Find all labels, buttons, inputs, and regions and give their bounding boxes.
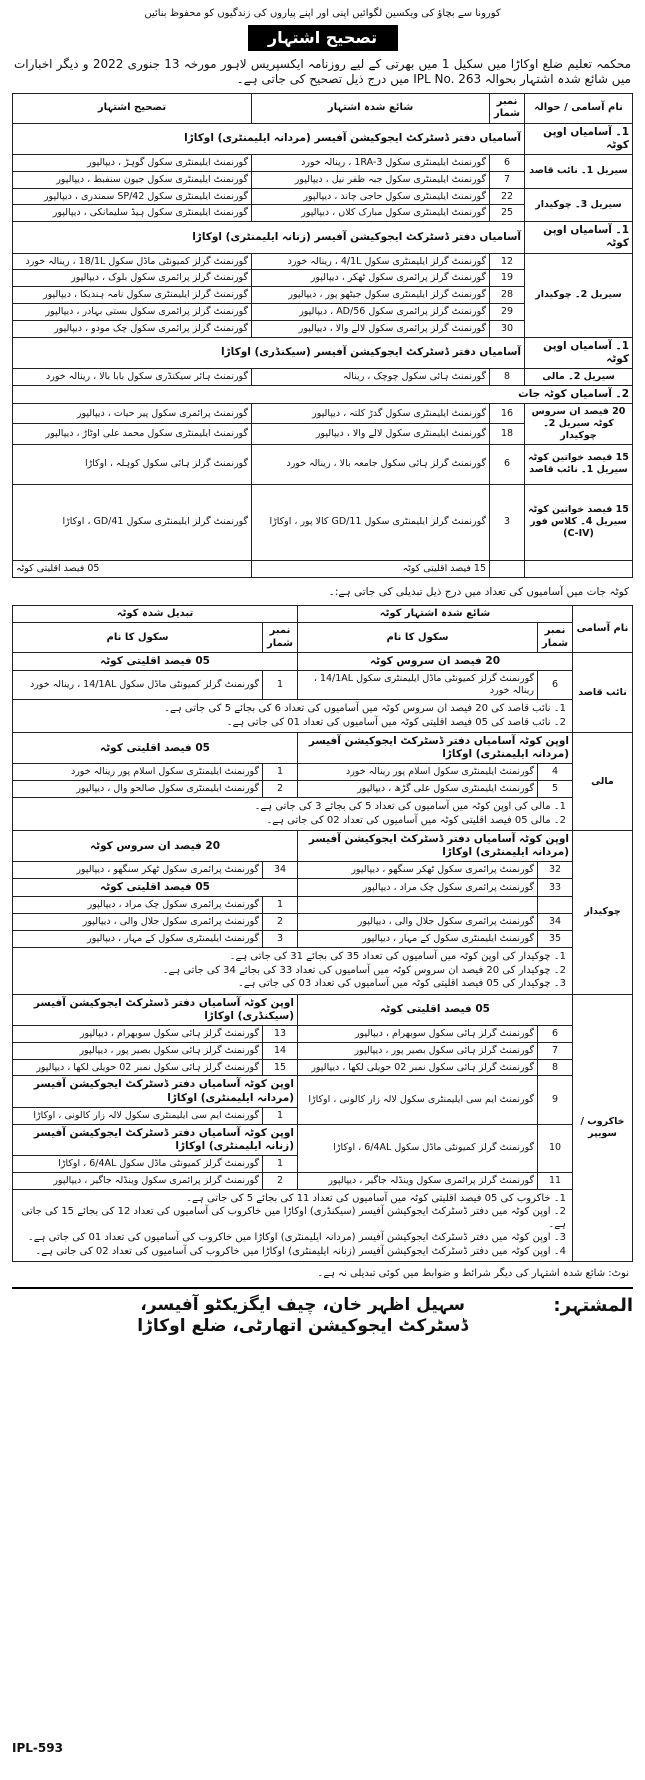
row-number: 35: [538, 931, 573, 948]
table-row: [13, 560, 633, 577]
notes: [13, 948, 573, 995]
corrected-school: گورنمنٹ گرلز ایلیمنٹری سکول GD/41 ، اوکاڑا: [13, 484, 252, 560]
note-item: 2۔ مالی 05 فیصد اقلیتی کوٹہ میں آسامیوں کی تعداد 02 کی جاتی ہے۔: [266, 814, 566, 826]
notes: [13, 798, 573, 831]
changed-school: گورنمنٹ گرلز ہائی سکول نمبر 02 حویلی لکھا ، دیپالپور: [13, 1059, 263, 1076]
published-school: گورنمنٹ ایلیمنٹری سکول جبہ ظفر نیل ، دیپالپور: [252, 171, 490, 188]
correction-table: [12, 93, 633, 578]
row-number: 1: [263, 671, 298, 700]
notes-row: [13, 1189, 633, 1262]
published-school: گورنمنٹ ایلیمنٹری سکول لالے والا ، دیپالپور: [252, 424, 490, 444]
note-item: 3۔ چوکیدار کی 05 فیصد اقلیتی کوٹہ میں آسامیوں کی تعداد 03 کی جاتی ہے۔: [237, 978, 566, 989]
row-number: 2: [263, 914, 298, 931]
quota-label: 20 فیصد ان سروس کوٹہ: [13, 831, 298, 862]
post-label: نائب قاصد: [573, 653, 633, 733]
col-published-header: شائع شدہ اشتہار: [252, 93, 490, 123]
table-row: [13, 154, 633, 171]
published-school: گورنمنٹ پرائمری سکول جلال والی ، دیپالپور: [298, 914, 538, 931]
published-school: گورنمنٹ گرلز پرائمری سکول ٹھکر ، دیپالپور: [252, 270, 490, 287]
row-number: 7: [490, 171, 525, 188]
post-label: 20 فیصد ان سروس کوٹہ سیریل 2۔ چوکیدار: [525, 404, 633, 445]
row-number: 10: [538, 1124, 573, 1172]
empty-cell: [490, 560, 525, 577]
row-number: 32: [538, 862, 573, 879]
corrected-school: گورنمنٹ گرلز ایلیمنٹری سکول نامہ ہندیکا ، دیپالپور: [13, 287, 252, 304]
published-school: گورنمنٹ ایلیمنٹری سکول مبارک کلاں ، دیپالپور: [252, 205, 490, 222]
table-row: [13, 1059, 633, 1076]
section-dept: آسامیاں دفتر ڈسٹرکٹ ایجوکیشن آفیسر (سیکنڈری) اوکاڑا: [13, 337, 525, 368]
changed-school: گورنمنٹ گرلز ہائی سکول بصیر پور ، دیپالپور: [13, 1042, 263, 1059]
ad-title: تصحیح اشتہار: [248, 25, 398, 51]
row-number: 6: [490, 444, 525, 484]
row-number: 30: [490, 321, 525, 338]
corrected-school: گورنمنٹ ایلیمنٹری سکول ہیڈ سلیمانکی ، دیپالپور: [13, 205, 252, 222]
row-number: 3: [263, 931, 298, 948]
col-post-header: نام آسامی / حوالہ: [525, 93, 633, 123]
table-row: [13, 1172, 633, 1189]
published-quota: 15 فیصد اقلیتی کوٹہ: [252, 560, 490, 577]
published-school: گورنمنٹ پرائمری سکول ٹھکر سنگھو ، دیپالپور: [298, 862, 538, 879]
table-row: [13, 1042, 633, 1059]
table-row: [13, 994, 633, 1025]
row-number: 19: [490, 270, 525, 287]
published-school: گورنمنٹ گرلز کمیونٹی ماڈل سکول 6/4AL ، اوکاڑا: [298, 1124, 538, 1172]
row-number: 16: [490, 404, 525, 424]
dept-label: اوپن کوٹہ آسامیاں دفتر ڈسٹرکٹ ایجوکیشن آفیسر (مردانہ ایلیمنٹری) اوکاڑا: [298, 831, 573, 862]
post-label: خاکروب / سویپر: [573, 994, 633, 1262]
corrected-school: گورنمنٹ ایلیمنٹری سکول SP/42 سمندری ، دیپالپور: [13, 188, 252, 205]
notes-row: [13, 700, 633, 733]
corrected-school: گورنمنٹ ایلیمنٹری سکول جیون سنفبط ، دیپالپور: [13, 171, 252, 188]
note-item: 4۔ اوپن کوٹہ میں دفتر ڈسٹرکٹ ایجوکیشن آفیسر (زنانہ ایلیمنٹری) اوکاڑا میں خاکروب کی آسامیوں کی تعداد 02 کی جاتی ہے۔: [35, 1245, 566, 1257]
table-row: [13, 484, 633, 560]
published-school: گورنمنٹ ایلیمنٹری سکول کے مہار ، دیپالپور: [298, 931, 538, 948]
changed-school: گورنمنٹ گرلز پرائمری سکول وینڈلہ جاگیر ، دیپالپور: [13, 1172, 263, 1189]
table-header-row: [13, 623, 633, 653]
corrected-school: گورنمنٹ پرائمری سکول پیر حیات ، دیپالپور: [13, 404, 252, 424]
table-row: [13, 764, 633, 781]
published-school: گورنمنٹ گرلز ایلیمنٹری سکول GD/11 کالا پور ، اوکاڑا: [252, 484, 490, 560]
row-number: 34: [263, 862, 298, 879]
published-school: گورنمنٹ ایلیمنٹری سکول اسلام پور رینالہ خورد: [298, 764, 538, 781]
table-row: [13, 879, 633, 897]
table-row: [13, 369, 633, 386]
signature-line-1: سہیل اظہر خان، چیف ایگزیکٹو آفیسر،: [140, 1294, 465, 1315]
row-number: 22: [490, 188, 525, 205]
ipl-number: IPL-593: [12, 1741, 63, 1755]
signature-lines: [137, 1295, 468, 1338]
post-label: چوکیدار: [573, 831, 633, 994]
row-number: 29: [490, 304, 525, 321]
dept-label: اوپن کوٹہ آسامیاں دفتر ڈسٹرکٹ ایجوکیشن آفیسر (مردانہ ایلیمنٹری) اوکاڑا: [298, 733, 573, 764]
table-row: [13, 897, 633, 914]
corrected-school: گورنمنٹ ہائر سیکنڈری سکول بابا بالا ، رینالہ خورد: [13, 369, 252, 386]
table-row: [13, 444, 633, 484]
published-quota-header: شائع شدہ اشتہار کوٹہ: [298, 605, 573, 623]
table-row: [13, 931, 633, 948]
section-open-quota: 1۔ آسامیاں اوپن کوٹہ: [525, 123, 633, 154]
section-quotas: 2۔ آسامیاں کوٹہ جات: [13, 386, 633, 404]
published-school: گورنمنٹ ایم سی ایلیمنٹری سکول لالہ زار کالونی ، اوکاڑا: [298, 1076, 538, 1124]
dept-label: اوپن کوٹہ آسامیاں دفتر ڈسٹرکٹ ایجوکیشن آفیسر (زنانہ ایلیمنٹری) اوکاڑا: [13, 1124, 298, 1155]
table-row: [13, 188, 633, 205]
table-row: [13, 862, 633, 879]
corrected-school: گورنمنٹ ایلیمنٹری سکول محمد علی اوٹاڑ ، دیپالپور: [13, 424, 252, 444]
row-number: 2: [263, 781, 298, 798]
published-school: گورنمنٹ پرائمری سکول چک مراد ، دیپالپور: [298, 879, 538, 897]
row-number: 6: [538, 671, 573, 700]
notes-row: [13, 798, 633, 831]
published-school: گورنمنٹ ایلیمنٹری سکول گدڑ کلتہ ، دیپالپور: [252, 404, 490, 424]
signature-block: [12, 1287, 633, 1338]
post-label: 15 فیصد خواتین کوٹہ سیریل 1۔ نائب قاصد: [525, 444, 633, 484]
post-label: سیریل 1۔ نائب قاصد: [525, 154, 633, 188]
notes-row: [13, 948, 633, 995]
corrected-school: گورنمنٹ گرلز پرائمری سکول چک مودو ، دیپالپور: [13, 321, 252, 338]
published-school: گورنمنٹ ایلیمنٹری سکول حاجی چاند ، دیپالپور: [252, 188, 490, 205]
table-row: [13, 404, 633, 424]
post-label: سیریل 2۔ مالی: [525, 369, 633, 386]
school-header: سکول کا نام: [13, 623, 263, 653]
row-number: 3: [490, 484, 525, 560]
note-item: 1۔ خاکروب کی 05 فیصد اقلیتی کوٹہ میں آسامیوں کی تعداد 11 کی بجائے 5 کی جاتی ہے۔: [186, 1192, 566, 1204]
table-row: [13, 653, 633, 671]
published-school: گورنمنٹ گرلز ہائی سکول جامعہ بالا ، رینالہ خورد: [252, 444, 490, 484]
note-item: 1۔ چوکیدار کی اوپن کوٹہ میں آسامیوں کی تعداد 35 کی بجائے 31 کی جاتی ہے۔: [229, 951, 566, 962]
row-number: 15: [263, 1059, 298, 1076]
row-number: 4: [538, 764, 573, 781]
changed-school: گورنمنٹ پرائمری سکول چک مراد ، دیپالپور: [13, 897, 263, 914]
changed-school: گورنمنٹ پرائمری سکول جلال والی ، دیپالپور: [13, 914, 263, 931]
table-row: [13, 1076, 633, 1107]
changed-quota-header: تبدیل شدہ کوٹہ: [13, 605, 298, 623]
dept-label: اوپن کوٹہ آسامیاں دفتر ڈسٹرکٹ ایجوکیشن آفیسر (مردانہ ایلیمنٹری) اوکاڑا: [13, 1076, 298, 1107]
section-dept: آسامیاں دفتر ڈسٹرکٹ ایجوکیشن آفیسر (مردانہ ایلیمنٹری) اوکاڑا: [13, 123, 525, 154]
row-number: 11: [538, 1172, 573, 1189]
row-number: 25: [490, 205, 525, 222]
quota-label: 05 فیصد اقلیتی کوٹہ: [13, 733, 298, 764]
corrected-school: گورنمنٹ گرلز پرائمری سکول بستی بہادر ، دیپالپور: [13, 304, 252, 321]
published-school: گورنمنٹ گرلز ہائی سکول نمبر 02 حویلی لکھا ، دیپالپور: [298, 1059, 538, 1076]
row-number: 12: [490, 253, 525, 270]
intro-paragraph: محکمہ تعلیم ضلع اوکاڑا میں سکیل 1 میں بھرتی کے لیے روزنامہ ایکسپریس لاہور مورخہ 13 جنوری 2022 و دیگر اخبارات میں شائع شدہ اشتہار بحوالہ IPL No. 263 میں درج ذیل تصحیح کی جاتی ہے۔: [14, 56, 631, 86]
section-open-quota: 1۔ آسامیاں اوپن کوٹہ: [525, 222, 633, 253]
table-row: [13, 671, 633, 700]
col-num-header: نمبر شمار: [490, 93, 525, 123]
advertisement-page: [12, 8, 633, 1758]
quota-change-table: [12, 605, 633, 1262]
quota-change-note: کوٹہ جات میں آسامیوں کی تعداد میں درج ذیل تبدیلی کی جاتی ہے:۔: [328, 585, 629, 598]
corrected-school: گورنمنٹ گرلز ہائی سکول کوہلہ ، اوکاڑا: [13, 444, 252, 484]
row-number: 8: [490, 369, 525, 386]
row-number: 2: [263, 1172, 298, 1189]
row-number: 5: [538, 781, 573, 798]
table-row: [13, 831, 633, 862]
notes: [13, 1189, 573, 1262]
changed-school: گورنمنٹ گرلز کمیونٹی ماڈل سکول 6/4AL ، اوکاڑا: [13, 1155, 263, 1172]
corrected-school: گورنمنٹ گرلز کمیونٹی ماڈل سکول 18/1L ، رینالہ خورد: [13, 253, 252, 270]
changed-school: گورنمنٹ ایم سی ایلیمنٹری سکول لالہ زار کالونی ، اوکاڑا: [13, 1107, 263, 1124]
changed-school: گورنمنٹ ایلیمنٹری سکول صالحو وال ، دیپالپور: [13, 781, 263, 798]
empty-cell: [525, 560, 633, 577]
advertiser-label: المشتہر:: [553, 1294, 633, 1316]
published-school: گورنمنٹ گرلز پرائمری سکول لالے والا ، دیپالپور: [252, 321, 490, 338]
published-school: گورنمنٹ گرلز پرائمری سکول 56/AD ، دیپالپور: [252, 304, 490, 321]
published-school: گورنمنٹ ہائی سکول چوچک ، رینالہ: [252, 369, 490, 386]
corrected-school: گورنمنٹ گرلز پرائمری سکول بلوک ، دیپالپور: [13, 270, 252, 287]
published-school: گورنمنٹ گرلز ہائی سکول سوبھرام ، دیپالپور: [298, 1025, 538, 1042]
row-number: 6: [538, 1025, 573, 1042]
row-number: 1: [263, 1155, 298, 1172]
table-row: [13, 1025, 633, 1042]
published-school: گورنمنٹ گرلز ایلیمنٹری سکول 4/1L ، رینالہ خورد: [252, 253, 490, 270]
quota-label: 20 فیصد ان سروس کوٹہ: [298, 653, 573, 671]
published-school: گورنمنٹ گرلز کمیونٹی ماڈل ایلیمنٹری سکول 14/1AL ، رینالہ خورد: [298, 671, 538, 700]
section-dept: آسامیاں دفتر ڈسٹرکٹ ایجوکیشن آفیسر (زنانہ ایلیمنٹری) اوکاڑا: [13, 222, 525, 253]
changed-school: گورنمنٹ گرلز کمیونٹی ماڈل سکول 14/1AL ، رینالہ خورد: [13, 671, 263, 700]
note-item: 3۔ اوپن کوٹہ میں دفتر ڈسٹرکٹ ایجوکیشن آفیسر (مردانہ ایلیمنٹری) اوکاڑا میں خاکروب کی آسامیوں کی تعداد 01 کی جاتی ہے۔: [27, 1232, 566, 1243]
row-number: 33: [538, 879, 573, 897]
table-row: [13, 733, 633, 764]
post-header: نام آسامی: [573, 605, 633, 653]
school-header: سکول کا نام: [298, 623, 538, 653]
corrected-school: گورنمنٹ ایلیمنٹری سکول گوہڑ ، دیپالپور: [13, 154, 252, 171]
row-number: 18: [490, 424, 525, 444]
corona-slogan: کورونا سے بچاؤ کی ویکسین لگوائیں اپنی اور اپنے پیاروں کی زندگیوں کو محفوظ بنائیں: [144, 8, 501, 19]
note-item: 2۔ نائب قاصد کی 05 فیصد اقلیتی کوٹہ میں آسامیوں کی تعداد 01 کی جاتی ہے۔: [226, 716, 566, 728]
table-row: [13, 253, 633, 270]
row-number: 8: [538, 1059, 573, 1076]
note-item: 1۔ مالی کی اوپن کوٹہ میں آسامیوں کی تعداد 5 کی بجائے 3 کی جاتی ہے۔: [254, 801, 566, 813]
num-header: نمبر شمار: [538, 623, 573, 653]
published-school: گورنمنٹ ایلیمنٹری سکول 1RA-3 ، رینالہ خورد: [252, 154, 490, 171]
table-row: [13, 914, 633, 931]
changed-school: گورنمنٹ گرلز ہائی سکول سوبھرام ، دیپالپور: [13, 1025, 263, 1042]
changed-school: گورنمنٹ ایلیمنٹری سکول کے مہار ، دیپالپور: [13, 931, 263, 948]
table-header-row: [13, 605, 633, 623]
row-number: 9: [538, 1076, 573, 1124]
row-number: 1: [263, 1107, 298, 1124]
row-number: 1: [263, 764, 298, 781]
row-number: 6: [490, 154, 525, 171]
row-number: 13: [263, 1025, 298, 1042]
post-label: سیریل 2۔ چوکیدار: [525, 253, 633, 337]
signature-line-2: ڈسٹرکٹ ایجوکیشن اتھارٹی، ضلع اوکاڑا: [137, 1315, 469, 1336]
row-number: 14: [263, 1042, 298, 1059]
changed-school: گورنمنٹ پرائمری سکول ٹھکر سنگھو ، دیپالپور: [13, 862, 263, 879]
num-header: نمبر شمار: [263, 623, 298, 653]
note-item: 2۔ چوکیدار کی 20 فیصد ان سروس کوٹہ میں آسامیوں کی تعداد 33 کی بجائے 34 کی جاتی ہے۔: [162, 964, 566, 976]
footnote: نوٹ: شائع شدہ اشتہار کی دیگر شرائط و ضوابط میں کوئی تبدیلی نہ ہے۔: [317, 1268, 629, 1279]
table-header-row: [13, 93, 633, 123]
post-label: 15 فیصد خواتین کوٹہ سیریل 4۔ کلاس فور (C-IV): [525, 484, 633, 560]
quota-label: 05 فیصد اقلیتی کوٹہ: [298, 994, 573, 1025]
quota-label: 05 فیصد اقلیتی کوٹہ: [13, 653, 298, 671]
published-school: گورنمنٹ گرلز پرائمری سکول وینڈلہ جاگیر ، دیپالپور: [298, 1172, 538, 1189]
table-row: [13, 781, 633, 798]
notes: [13, 700, 573, 733]
row-number: 7: [538, 1042, 573, 1059]
published-school: گورنمنٹ ایلیمنٹری سکول علی گڑھ ، دیپالپور: [298, 781, 538, 798]
published-school: گورنمنٹ گرلز ہائی سکول بصیر پور ، دیپالپور: [298, 1042, 538, 1059]
note-item: 2۔ اوپن کوٹہ میں دفتر ڈسٹرکٹ ایجوکیشن آفیسر (سیکنڈری) اوکاڑا میں خاکروب کی آسامیوں کی تعداد 12 کی بجائے 15 کی جاتی ہے۔: [21, 1206, 566, 1230]
table-row: [13, 1124, 633, 1155]
published-school: گورنمنٹ گرلز ایلیمنٹری سکول جیٹھو پور ، دیپالپور: [252, 287, 490, 304]
section-open-quota: 1۔ آسامیاں اوپن کوٹہ: [525, 337, 633, 368]
empty-cell: [298, 897, 538, 914]
changed-school: گورنمنٹ ایلیمنٹری سکول اسلام پور رینالہ خورد: [13, 764, 263, 781]
row-number: 1: [263, 897, 298, 914]
row-number: 28: [490, 287, 525, 304]
post-label: سیریل 3۔ چوکیدار: [525, 188, 633, 222]
col-correction-header: تصحیح اشتہار: [13, 93, 252, 123]
quota-label: 05 فیصد اقلیتی کوٹہ: [13, 879, 298, 897]
empty-cell: [538, 897, 573, 914]
note-item: 1۔ نائب قاصد کی 20 فیصد ان سروس کوٹہ میں آسامیوں کی تعداد 6 کی بجائے 5 کی جاتی ہے۔: [164, 703, 566, 715]
corrected-quota: 05 فیصد اقلیتی کوٹہ: [13, 560, 252, 577]
post-label: مالی: [573, 733, 633, 831]
row-number: 34: [538, 914, 573, 931]
dept-label: اوپن کوٹہ آسامیاں دفتر ڈسٹرکٹ ایجوکیشن آفیسر (سیکنڈری) اوکاڑا: [13, 994, 298, 1025]
